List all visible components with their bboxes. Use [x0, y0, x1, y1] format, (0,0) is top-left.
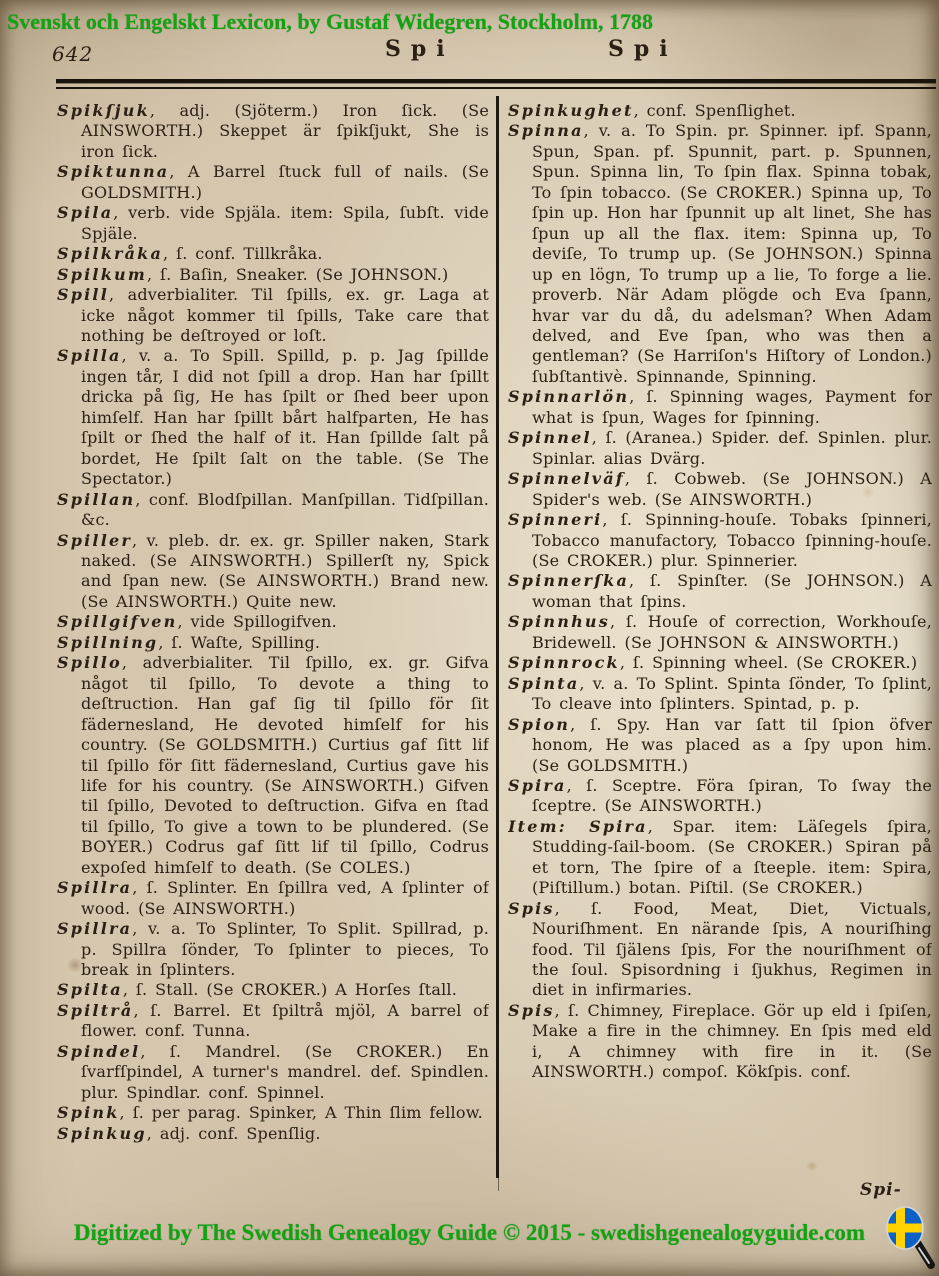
right-column [508, 101, 932, 1083]
dictionary-entry: Spinnerſka, ſ. Spinſter. (Se JOHNSON.) A woman that ſpins. [508, 571, 932, 611]
dictionary-entry: Spinnelväf, ſ. Cobweb. (Se JOHNSON.) A Spider's web. (Se AINSWORTH.) [508, 469, 932, 509]
dictionary-entry: Spinnarlön, ſ. Spinning wages, Payment for what is ſpun, Wages for ſpinning. [508, 387, 932, 427]
dictionary-entry: Spinkug, adj. conf. Spenſlig. [57, 1123, 321, 1143]
dictionary-entry: Spis, ſ. Food, Meat, Diet, Victuals, Nouriſhment. En närande ſpis, A nouriſhing food. Til ſjälens ſpis, For the nouriſhment of the ſoul. Spisordning i ſjukhus, Regimen in diet in infirmaries. [508, 898, 932, 1000]
left-column [57, 101, 489, 1144]
dictionary-entry: Spikſjuk, adj. (Sjöterm.) Iron ſick. (Se AINSWORTH.) Skeppet är ſpikſjukt, She is iron ſick. [57, 101, 489, 161]
entry-headword: Spillning [57, 632, 159, 652]
dictionary-entry: Spinneri, ſ. Spinning-houſe. Tobaks ſpinneri, Tobacco manufactory, Tobacco ſpinning-houſe. (Se CROKER.) plur. Spinnerier. [508, 510, 932, 570]
overlay-footer: Digitized by The Swedish Genealogy Guide © 2015 - swedishgenealogyguide.com [73, 1220, 866, 1245]
running-head-left: Spi [385, 36, 455, 62]
dictionary-entry: Spillo, adverbialiter. Til ſpillo, ex. gr. Gifva något til ſpillo, To devote a thing to deſtruction. Han gaf ſig til ſpillo för ſit fädernesland, He devoted himſelf for his country. (Se GOLDSMITH.) Curtius gaf ſitt lif til ſpillo för ſitt fädernesland, Curtius gave his life for his country. (Se AINSWORTH.) Gifven til ſpillo, Devoted to deſtruction. Gifva en ſtad til ſpillo, To give a town to be plundered. (Se BOYER.) Codrus gaf ſitt lif til ſpillo, Codrus expoſed himſelf to death. (Se COLES.) [57, 653, 489, 877]
entry-headword: Spira [508, 775, 567, 795]
dictionary-entry: Spilta, ſ. Stall. (Se CROKER.) A Horſes ſtall. [57, 980, 457, 1000]
dictionary-entry: Spillra, v. a. To Splinter, To Split. Spillrad, p. p. Spillra ſönder, To ſplinter to pieces, To break in ſplinters. [57, 919, 489, 980]
entry-headword: Spinnelväf [508, 469, 625, 489]
running-head-right: Spi [608, 36, 678, 62]
dictionary-entry: Spillning, ſ. Waſte, Spilling. [57, 632, 321, 652]
entry-headword: Spinnerſka [508, 571, 630, 591]
entry-headword: Spis [508, 1000, 555, 1020]
entry-headword: Spillra [57, 919, 133, 939]
dictionary-entry: Spinnel, ſ. (Aranea.) Spider. def. Spinlen. plur. Spinlar. alias Dvärg. [508, 428, 932, 468]
dictionary-entry: Spion, ſ. Spy. Han var ſatt til ſpion öfver honom, He was placed as a ſpy upon him. (Se GOLDSMITH.) [508, 714, 932, 775]
dictionary-entry: Spinna, v. a. To Spin. pr. Spinner. ipf. Spann, Spun, Span. pf. Spunnit, part. p. Spunnen, Spun. Spinna lin, To ſpin flax. Spinna tobak, To ſpin tobacco. (Se CROKER.) Spinna up, To ſpin up. Hon har ſpunnit up alt linet, She has ſpun up all the flax. item: Spinna up, To deviſe, To trump up. (Se JOHNSON.) Spinna up en lögn, To trump up a lie, To forge a lie. proverb. När Adam plögde och Eva ſpann, hvar var du då, du adelsman? When Adam delved, and Eve ſpan, who was then a gentleman? (Se Harriſon's Hiſtory of London.) ſubſtantivè. Spinnande, Spinning. [508, 121, 932, 386]
dictionary-entry: Spis, ſ. Chimney, Fireplace. Gör up eld i ſpiſen, Make a fire in the chimney. En ſpis med eld i, A chimney with fire in it. (Se AINSWORTH.) compoſ. Kökſpis. conf. [508, 1000, 932, 1082]
page-number: 642 [52, 42, 94, 66]
entry-headword: Spilkum [57, 264, 147, 284]
dictionary-entry: Spink, ſ. per parag. Spinker, A Thin ſlim fellow. [57, 1103, 483, 1123]
entry-headword: Spillgifven [57, 612, 178, 632]
dictionary-entry: Spinkughet, conf. Spenſlighet. [508, 101, 796, 120]
dictionary-entry: Spiktunna, A Barrel ſtuck full of nails. (Se GOLDSMITH.) [57, 162, 489, 202]
entry-headword: Spinkug [57, 1123, 147, 1143]
entry-headword: Spinnrock [508, 653, 620, 673]
entry-headword: Spillra [57, 878, 133, 898]
dictionary-entry: Spilla, v. a. To Spill. Spilld, p. p. Jag ſpillde ingen tår, I did not ſpill a drop. Han har ſpillt dricka på ſig, He has ſpilt or ſhed beer upon himſelf. Han har ſpillt bårt halfparten, He has ſpilt or ſhed the half of it. Han ſpillde ſalt på bordet, He ſpilt ſalt on the table. (Se The Spectator.) [57, 346, 489, 489]
entry-headword: Spinneri [508, 510, 603, 530]
catchword: Spi- [860, 1180, 902, 1200]
dictionary-entry: Item: Spira, Spar. item: Läſegels ſpira, Studding-ſail-boom. (Se CROKER.) Spiran på et torn, The ſpire of a ſteeple. item: Spira, (Piſtillum.) botan. Piſtil. (Se CROKER.) [508, 816, 932, 898]
entry-headword: Spinnel [508, 428, 592, 448]
entry-headword: Spindel [57, 1041, 141, 1061]
entry-headword: Spinnarlön [508, 387, 630, 407]
overlay-title: Svenskt och Engelskt Lexicon, by Gustaf Widegren, Stockholm, 1788 [7, 9, 654, 34]
dictionary-entry: Spira, ſ. Sceptre. Föra ſpiran, To ſway the ſceptre. (Se AINSWORTH.) [508, 775, 932, 816]
entry-headword: Spillan [57, 489, 136, 509]
swedish-flag-magnifier-icon [884, 1206, 936, 1270]
dictionary-entry: Spill, adverbialiter. Til ſpills, ex. gr. Laga at icke något kommer til ſpills, Take care that nothing be deſtroyed or loſt. [57, 285, 489, 345]
entry-headword: Spink [57, 1103, 120, 1123]
dictionary-entry: Spillgifven, vide Spillogifven. [57, 612, 337, 632]
dictionary-entry: Spinnhus, ſ. Houſe of correction, Workhouſe, Bridewell. (Se JOHNSON & AINSWORTH.) [508, 612, 932, 652]
entry-headword: Spinkughet [508, 101, 634, 120]
header-rule-thin [56, 87, 936, 89]
dictionary-entry: Spilkum, ſ. Baſin, Sneaker. (Se JOHNSON.) [57, 264, 449, 284]
column-divider [496, 96, 499, 1178]
dictionary-entry: Spila, verb. vide Spjäla. item: Spila, ſubſt. vide Spjäle. [57, 203, 489, 243]
entry-headword: Spiktunna [57, 162, 170, 182]
dictionary-entry: Spillra, ſ. Splinter. En ſpillra ved, A ſplinter of wood. (Se AINSWORTH.) [57, 878, 489, 918]
entry-headword: Spilta [57, 980, 123, 1000]
dictionary-entry: Spiltrå, ſ. Barrel. Et ſpiltrå mjöl, A barrel of flower. conf. Tunna. [57, 1000, 489, 1041]
entry-headword: Spinnhus [508, 612, 610, 632]
dictionary-entry: Spindel, ſ. Mandrel. (Se CROKER.) En ſvarfſpindel, A turner's mandrel. def. Spindlen. plur. Spindlar. conf. Spinnel. [57, 1041, 489, 1102]
entry-headword: Spila [57, 203, 114, 223]
dictionary-entry: Spinta, v. a. To Splint. Spinta ſönder, To ſplint, To cleave into ſplinters. Spintad, p. p. [508, 673, 932, 714]
entry-headword: Spillo [57, 653, 122, 673]
entry-headword: Spiller [57, 530, 132, 550]
entry-headword: Item: Spira [508, 816, 648, 836]
entry-headword: Spis [508, 898, 555, 918]
entry-headword: Spikſjuk [57, 101, 150, 120]
entry-headword: Spill [57, 285, 109, 305]
entry-headword: Spion [508, 714, 571, 734]
dictionary-entry: Spilkråka, ſ. conf. Tillkråka. [57, 244, 323, 264]
entry-headword: Spilkråka [57, 244, 164, 264]
dictionary-entry: Spinnrock, ſ. Spinning wheel. (Se CROKER.) [508, 653, 918, 673]
entry-headword: Spilla [57, 346, 122, 366]
dictionary-entry: Spillan, conf. Blodſpillan. Manſpillan. Tidſpillan. &c. [57, 489, 489, 530]
entry-headword: Spiltrå [57, 1000, 134, 1020]
header-rule-thick [56, 79, 936, 83]
entry-headword: Spinta [508, 673, 580, 693]
dictionary-entry: Spiller, v. pleb. dr. ex. gr. Spiller naken, Stark naked. (Se AINSWORTH.) Spillerſt ny, Spick and ſpan new. (Se AINSWORTH.) Brand new. (Se AINSWORTH.) Quite new. [57, 530, 489, 611]
entry-headword: Spinna [508, 121, 584, 141]
